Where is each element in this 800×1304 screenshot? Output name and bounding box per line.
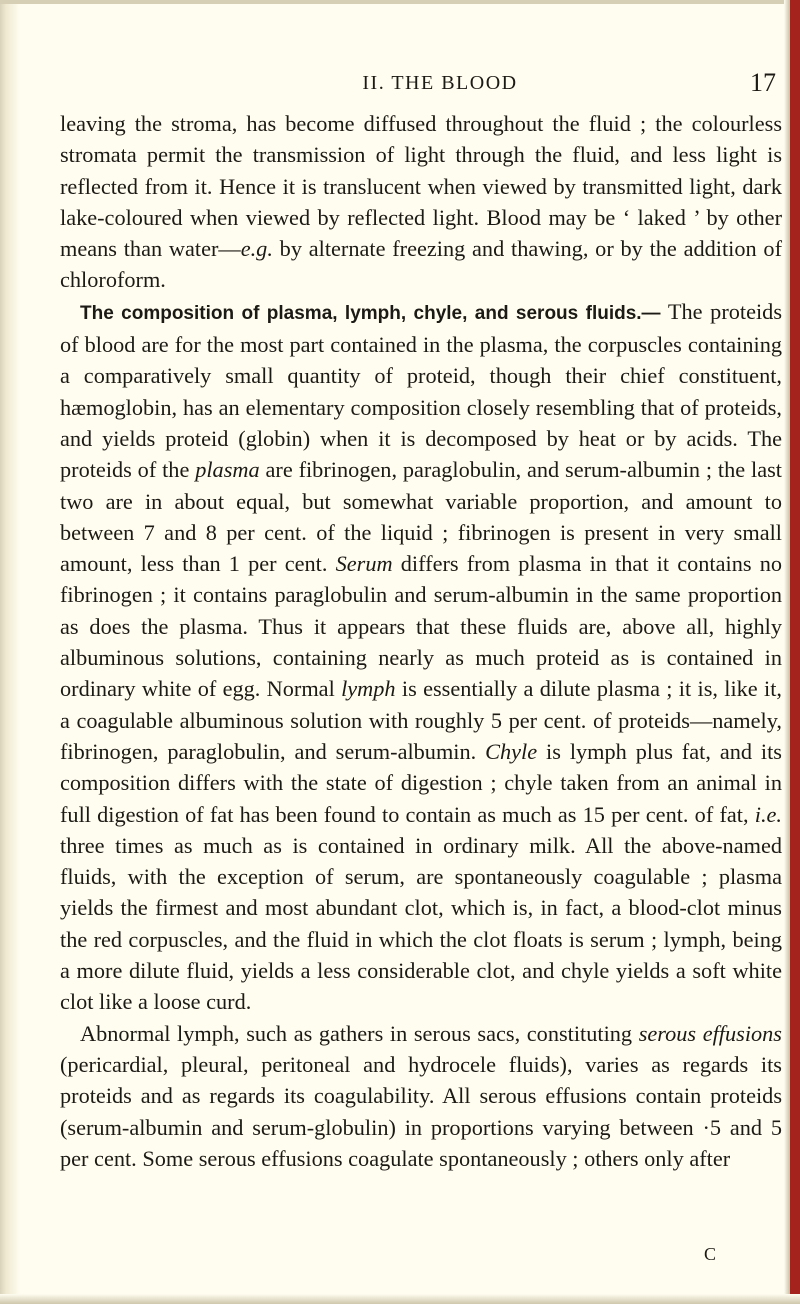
signature-mark: C [704, 1244, 717, 1264]
paragraph-2: The composition of plasma, lymph, chyle, and serous fluids.— The proteids of blood are for the most part contained in the plasma, the corpuscles containing a comparatively small quantity of proteid, though their chief constituent, hæmoglobin, has an elementary composition closely resembling that of proteids, and yields proteid (globin) when it is decomposed by heat or by acids. The proteids of the plasma are fibrinogen, paraglobulin, and serum-albumin ; the last two are in about equal, but somewhat variable proportion, and amount to between 7 and 8 per cent. of the liquid ; fibrinogen is present in very small amount, less than 1 per cent. Serum differs from plasma in that it contains no fibrinogen ; it contains paraglobulin and serum-albumin in the same proportion as does the plasma. Thus it appears that these fluids are, above all, highly albuminous solutions, containing nearly as much proteid as is contained in ordinary white of egg. Normal lymph is essentially a dilute plasma ; it is, like it, a coagulable albuminous solution with roughly 5 per cent. of proteids—namely, fibrinogen, paraglobulin, and serum-albumin. Chyle is lymph plus fat, and its composition differs with the state of digestion ; chyle taken from an animal in full digestion of fat has been found to contain as much as 15 per cent. of fat, i.e. three times as much as is contained in ordinary milk. All the above-named fluids, with the exception of serum, are spontaneously coagulable ; plasma yields the firmest and most abundant clot, which is, in fact, a blood-clot minus the red corpuscles, and the fluid in which the clot floats is serum ; lymph, being a more dilute fluid, yields a less considerable clot, and chyle yields a soft white clot like a loose curd. [60, 298, 783, 1015]
book-cover-edge [790, 0, 800, 1304]
paragraph-1: leaving the stroma, has become diffused throughout the fluid ; the colourless stromata permit the transmission of light through the fluid, and less light is reflected from it. Hence it is translucent when viewed by transmitted light, dark lake-coloured when viewed by reflected light. Blood may be ‘ laked ’ by other means than water—e.g. by alternate freezing and thawing, or by the addition of chloroform. [60, 111, 782, 293]
paragraph-3: Abnormal lymph, such as gathers in serous sacs, constituting serous effusions (pericardial, pleural, peritoneal and hydrocele fluids), varies as regards its proteids and as regards its coagulability. All serous effusions contain proteids (serum-albumin and serum-globulin) in proportions varying between ·5 and 5 per cent. Some serous effusions coagulate spontaneously ; others only after [60, 1020, 782, 1171]
body-text [60, 108, 782, 1174]
page-left-edge [0, 0, 22, 1304]
page-number: 17 [750, 68, 776, 97]
running-head: II. THE BLOOD [362, 72, 518, 94]
section-heading: The composition of plasma, lymph, chyle, and serous fluids.— [80, 302, 661, 324]
page-bottom-edge [0, 1294, 800, 1304]
page-top-edge [0, 0, 800, 4]
page-header [60, 68, 782, 102]
